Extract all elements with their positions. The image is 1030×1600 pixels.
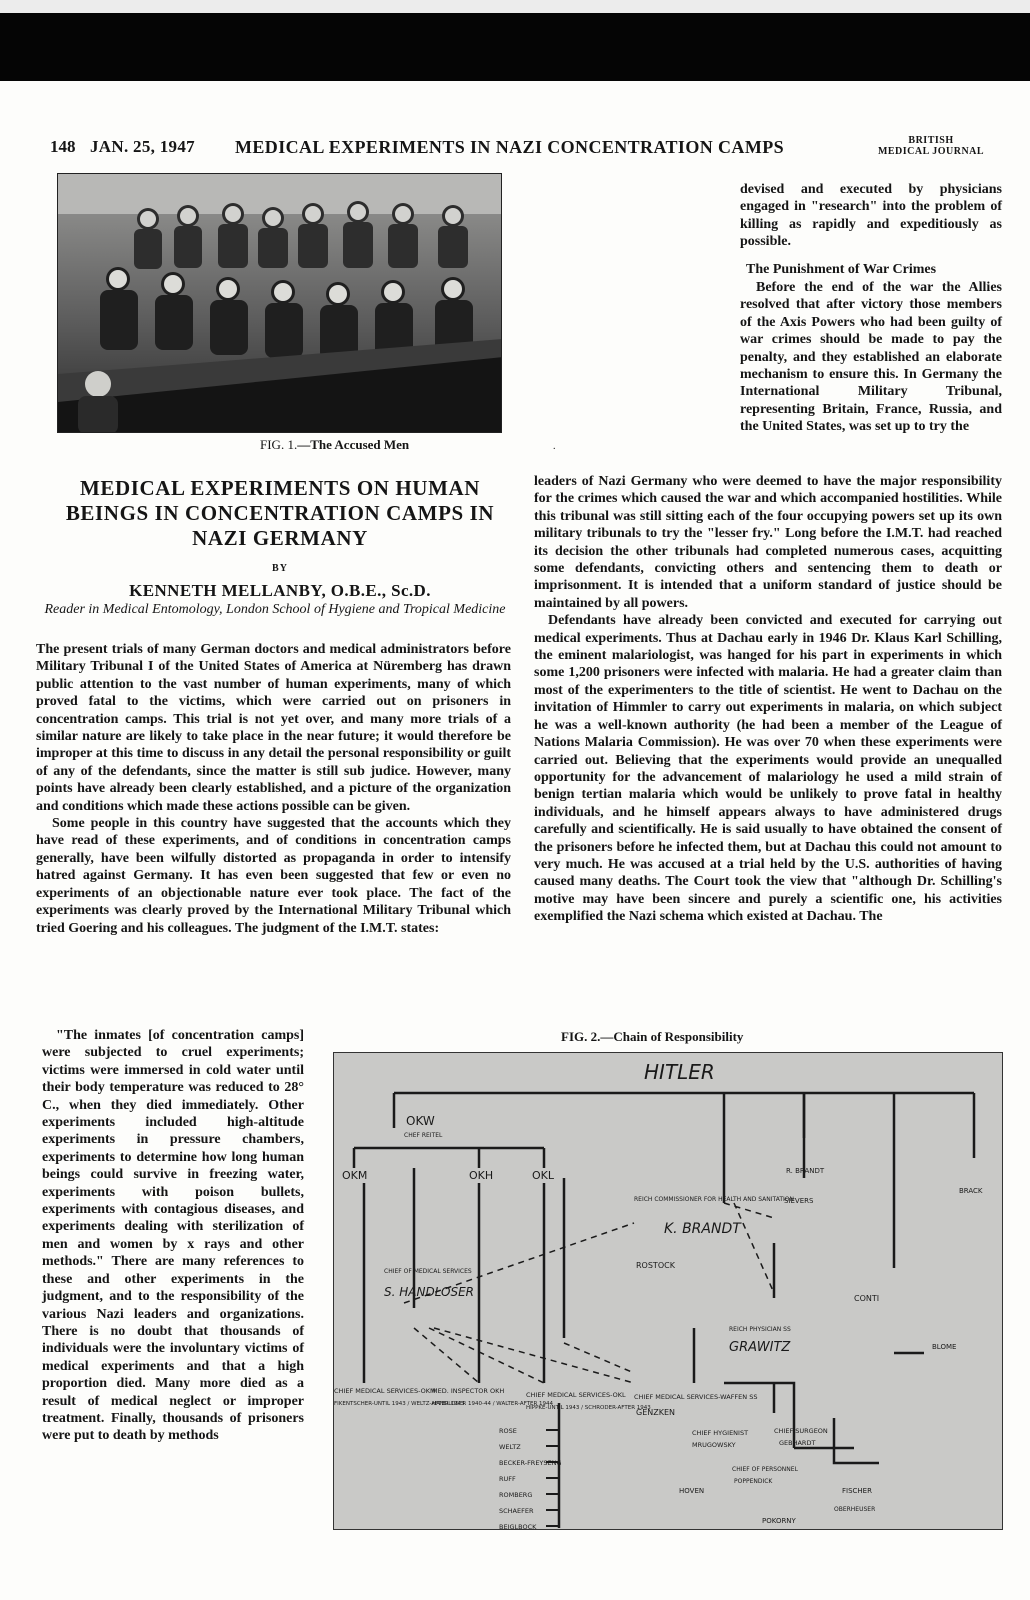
stray-mark: . — [553, 441, 556, 452]
node-genzken: GENZKEN — [636, 1408, 676, 1417]
journal-name-line2: MEDICAL JOURNAL — [877, 146, 985, 157]
node-okw: OKW — [406, 1114, 435, 1128]
okl-subordinate-name: ROMBERG — [499, 1491, 533, 1499]
paragraph-physicians: devised and executed by physicians engaged in "research" into the problem of killing as rapidly and expeditiously as possible. — [740, 182, 1002, 250]
author-affiliation: Reader in Medical Entomology, London School of Hygiene and Tropical Medicine — [44, 602, 506, 617]
node-personnel: CHIEF OF PERSONNEL — [732, 1466, 798, 1473]
okl-subordinate-name: WELTZ — [499, 1443, 521, 1451]
top-black-bar — [0, 13, 1030, 81]
node-okw-sub: CHEF REITEL — [404, 1132, 443, 1139]
node-brack: BRACK — [959, 1187, 983, 1195]
okl-subordinate-name: BECKER-FREYSENG — [499, 1459, 562, 1467]
journal-page — [0, 81, 1030, 1600]
paragraph-tribunals: leaders of Nazi Germany who were deemed to have the major responsibility for the crimes which caused the war and which accompanied hostilities. While this tribunal was still sitting each of the four occupying powers set up its own military tribunals to try the "lesser fry." Long before the I.M.T. had reached its decision the other tribunals had completed numerous cases, acquitting some defendants, convicting others and sentencing them to death or imprisonment. It is intended that a uniform standard of justice should be maintained by all powers. — [534, 474, 1002, 611]
running-title: MEDICAL EXPERIMENTS IN NAZI CONCENTRATION CAMPS — [235, 137, 785, 157]
author-name: KENNETH MELLANBY, O.B.E., Sc.D. — [129, 581, 431, 600]
node-oberheuser: OBERHEUSER — [834, 1506, 876, 1513]
node-poppendick: POPPENDICK — [734, 1478, 773, 1485]
node-sievers: SIEVERS — [784, 1197, 814, 1205]
figure1-label: FIG. 1. — [260, 437, 298, 452]
status-strip — [0, 0, 1030, 13]
node-chief-okm-names: FIKENTSCHER-UNTIL 1943 / WELTZ-AFTER 1943 — [334, 1401, 465, 1407]
node-surgeon: CHIEF SURGEON — [774, 1427, 828, 1435]
node-gebhardt: GEBHARDT — [779, 1439, 816, 1447]
journal-name-line1: BRITISH — [908, 135, 954, 146]
okl-subordinates — [499, 1427, 562, 1530]
journal-name — [876, 135, 986, 157]
photo-illustration — [58, 174, 502, 433]
dash-line-7 — [564, 1343, 634, 1373]
article-title: MEDICAL EXPERIMENTS ON HUMAN BEINGS IN CONCENTRATION CAMPS IN NAZI GERMANY — [65, 476, 495, 550]
paragraph-propaganda: Some people in this country have suggested that the accounts which they have read of these experiments, and of conditions in concentration camps generally, have been wilfully distorted as propaganda in order to intensify hatred against Germany. It has even been suggested that few or even no experiments of an objectionable nature ever took place. The fact of the experiments was clearly proved by the International Military Tribunal which tried Goering and his colleagues. The judgment of the I.M.T. states: — [36, 816, 511, 936]
node-chief-okl: CHIEF MEDICAL SERVICES-OKL — [526, 1391, 626, 1399]
node-chief-okl-names: HIPPKE-UNTIL 1943 / SCHRODER-AFTER 1943 — [526, 1405, 651, 1411]
right-top-column — [740, 181, 1002, 251]
node-mrugowsky: MRUGOWSKY — [692, 1441, 736, 1449]
node-hoven: HOVEN — [679, 1487, 705, 1495]
node-okh: OKH — [469, 1169, 494, 1182]
node-handloser: S. HANDLOSER — [384, 1285, 474, 1299]
node-okl: OKL — [532, 1169, 554, 1182]
node-blome: BLOME — [932, 1343, 957, 1351]
byline-by: BY — [272, 563, 288, 574]
node-inspector-okh: MED. INSPECTOR OKH — [432, 1387, 505, 1395]
org-chart-svg — [334, 1053, 1003, 1530]
node-hitler: HITLER — [644, 1060, 715, 1084]
paragraph-judgment-quote: "The inmates [of concentration camps] were subjected to cruel experiments; victims were immersed in cold water until their body temperature was reduced to 28° C., when they died immediately. Other experiments included high-altitude experiments in pressure chambers, experiments to determine how long human beings could survive in freezing water, experiments with poison bullets, experiments with contagious diseases, and experiments dealing with sterilization of men and women by x rays and other methods." There are many references to these and other experiments in the judgment, and to the responsibility of the various Nazi leaders and organizations. There is no doubt that thousands of individuals were the involuntary victims of medical experiments and that a high proportion died. Many more died as a result of medical neglect or improper treatment. Finally, thousands of prisoners were put to death by methods — [42, 1028, 304, 1444]
dash-line-6 — [724, 1203, 774, 1218]
narrow-left-column — [42, 1027, 304, 1445]
paragraph-punishment: Before the end of the war the Allies resolved that after victory those members of the Axis Powers who had been guilty of war crimes should be made to pay the penalty, and they established an elaborate mechanism to ensure this. In Germany the International Military Tribunal, representing Britain, France, Russia, and the United States, was set up to try the — [740, 280, 1002, 435]
dash-line-3 — [429, 1328, 544, 1383]
node-grawitz: GRAWITZ — [729, 1340, 791, 1355]
figure1-caption — [260, 437, 409, 453]
node-brandt-sub: REICH COMMISSIONER FOR HEALTH AND SANITATION — [634, 1196, 794, 1203]
node-conti: CONTI — [854, 1294, 880, 1303]
okl-subordinate-name: BEIGLBOCK — [499, 1523, 537, 1530]
node-brandt: K. BRANDT — [664, 1221, 741, 1237]
running-header — [50, 135, 986, 165]
node-chief-okm: CHIEF MEDICAL SERVICES-OKM — [334, 1387, 436, 1395]
okl-subordinate-name: RUFF — [499, 1475, 516, 1483]
node-hygienist: CHIEF HYGIENIST — [692, 1429, 749, 1437]
left-column — [36, 641, 511, 937]
dash-line-2 — [414, 1328, 479, 1383]
paragraph-trials: The present trials of many German doctors and medical administrators before Military Tribunal I of the United States of America at Nüremberg has drawn public attention to the vast number of human experiments, many of which proved fatal to the victims, which were carried out on prisoners in concentration camps. This trial is not yet over, and many more trials of a similar nature are likely to take place in the near future; it would therefore be improper at this time to discuss in any detail the personal responsibility or guilt of any of the defendants, since the matter is still sub judice. However, many points have already been clearly established, and a picture of the organization and conditions which made these actions possible can be given. — [36, 642, 511, 814]
figure1-title: —The Accused Men — [297, 437, 410, 452]
paragraph-schilling: Defendants have already been convicted and executed for carrying out medical experiments. Thus at Dachau early in 1946 Dr. Klaus Karl Schilling, the eminent malariologist, was hanged for his part in experiments in which some 1,200 prisoners were infected with malaria. He had a greater claim than most of the experimenters to the title of scientist. He went to Dachau on the invitation of Himmler to carry out experiments in malaria, on which subject he was a well-known authority (he had been a member of the League of Nations Malaria Commission). He was over 70 when these experiments were carried out. Believing that the experiments would provide an unequalled opportunity for the advancement of malariology he used a mild strain of benign tertian malaria which would be unlikely to prove fatal in healthy individuals, and he himself appears always to have administered drugs carefully and scientifically. He is said usually to have obtained the consent of the prisoners before he infected them, but at Dachau this could not amount to very much. He was accused at a trial held by the U.S. authorities of having caused many deaths. The Court took the view that "although Dr. Schilling's motive may have been sincere and purely a scientific one, his activities exemplified the Nazi schema which existed at Dachau. The — [534, 613, 1002, 925]
node-fischer: FISCHER — [842, 1487, 872, 1495]
node-pokorny: POKORNY — [762, 1517, 796, 1525]
node-rbrandt: R. BRANDT — [786, 1167, 825, 1175]
issue-date: JAN. 25, 1947 — [90, 137, 195, 156]
page-number: 148 — [50, 137, 76, 156]
accused-men-photo — [57, 173, 502, 433]
node-handloser-sub: CHIEF OF MEDICAL SERVICES — [384, 1268, 472, 1275]
okl-subordinate-name: ROSE — [499, 1427, 517, 1435]
dash-line-4 — [434, 1328, 634, 1383]
okl-subordinate-name: SCHAEFER — [499, 1507, 534, 1515]
right-wide-column — [534, 473, 1002, 926]
node-inspector-names: HANDLOSER 1940-44 / WALTER-AFTER 1944 — [432, 1401, 554, 1407]
node-okm: OKM — [342, 1169, 368, 1182]
node-rostock: ROSTOCK — [636, 1261, 675, 1270]
figure2-caption: FIG. 2.—Chain of Responsibility — [561, 1029, 744, 1044]
chain-of-responsibility-chart — [333, 1052, 1003, 1530]
node-chief-waffen: CHIEF MEDICAL SERVICES-WAFFEN SS — [634, 1393, 758, 1401]
node-grawitz-sub: REICH PHYSICIAN SS — [729, 1326, 791, 1333]
line-handloser — [414, 1168, 564, 1338]
line-fischer — [834, 1418, 879, 1463]
section-heading: The Punishment of War Crimes — [746, 262, 937, 277]
